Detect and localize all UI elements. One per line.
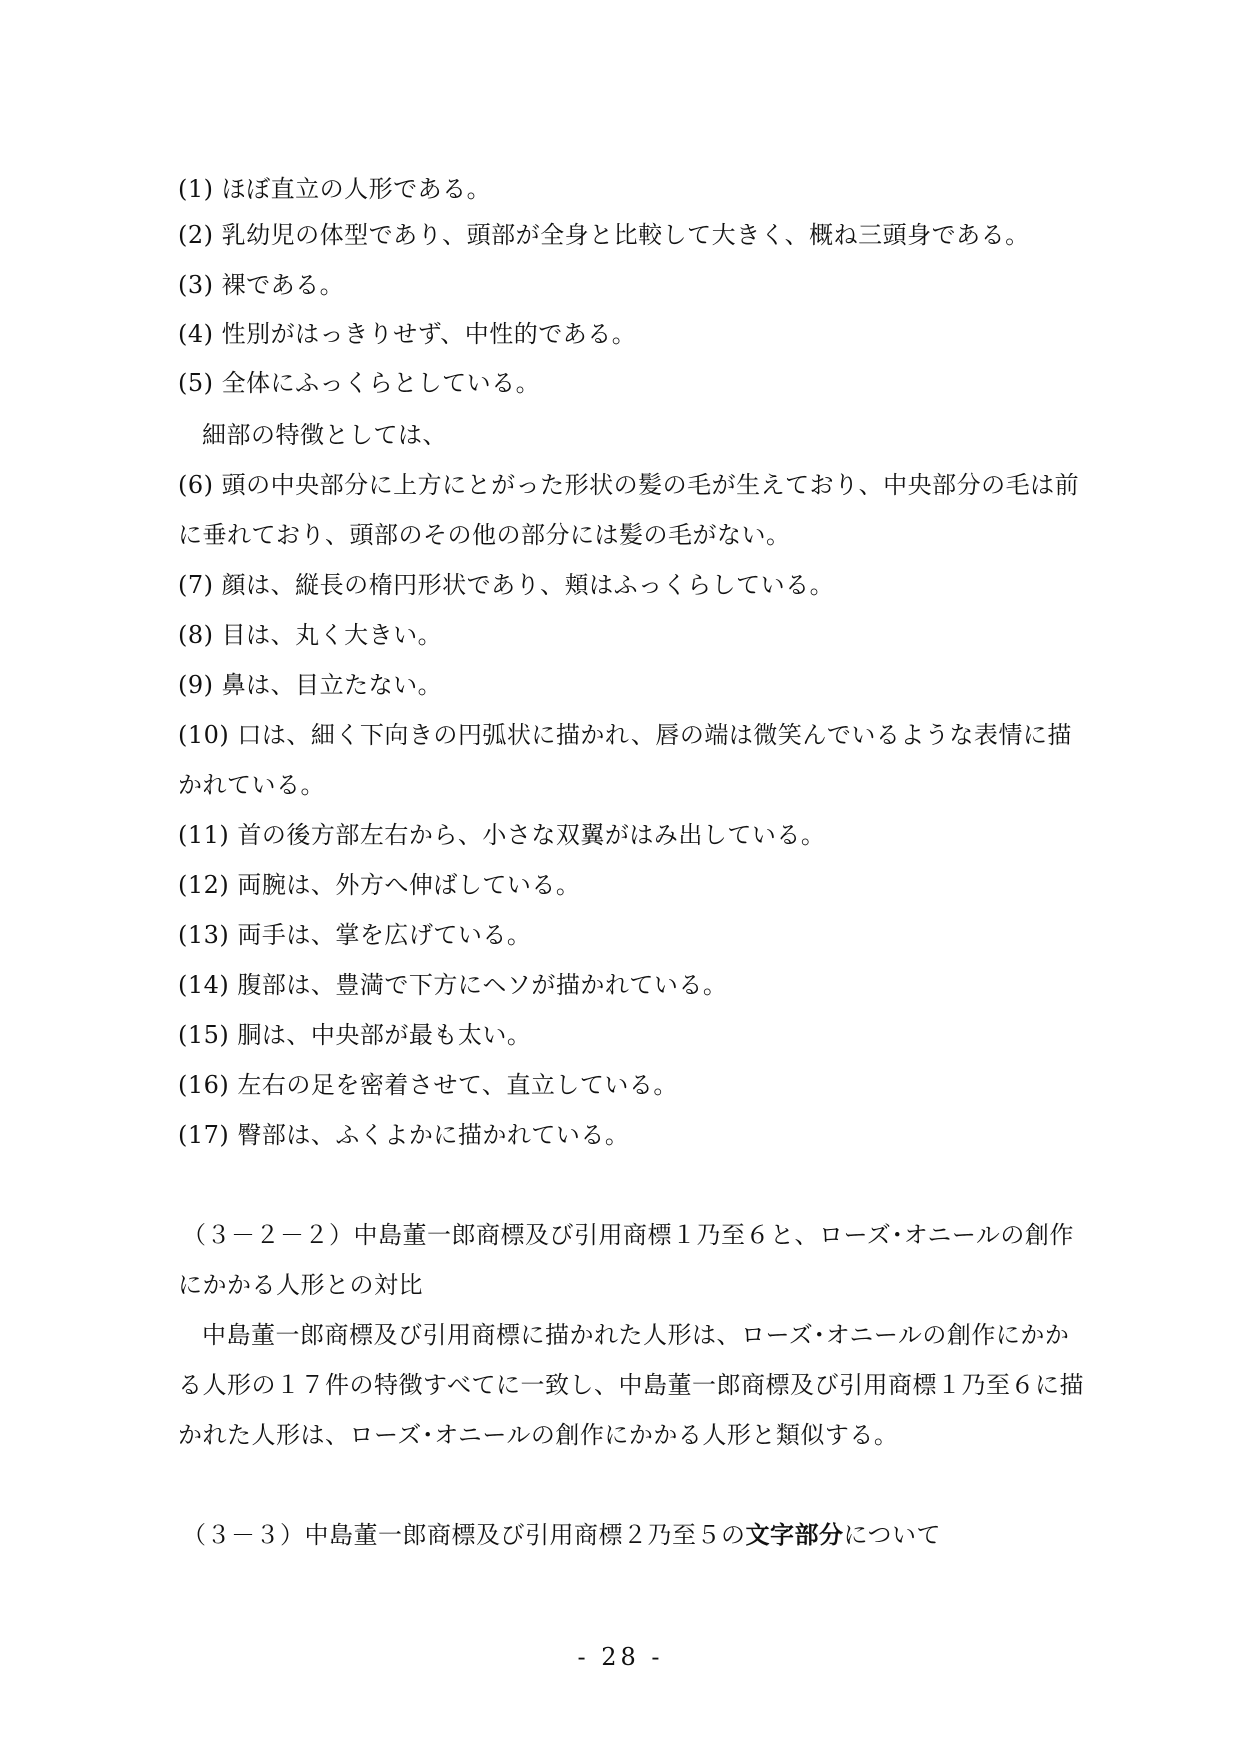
item-number: (5) (178, 369, 214, 397)
item-text: 左右の足を密着させて、直立している。 (237, 1071, 678, 1099)
page-number: - 28 - (577, 1643, 664, 1671)
item-number: (6) (178, 471, 214, 499)
item-number: (11) (178, 821, 230, 849)
list-item (178, 172, 1108, 206)
section-heading: （３－２－２）中島董一郎商標及び引用商標１乃至６と、ローズ･オニールの創作 (182, 1221, 1074, 1249)
item-text: 顔は、縦長の楕円形状であり、頬はふっくらしている。 (221, 571, 835, 599)
section-heading (182, 1518, 1112, 1552)
list-item (178, 1018, 1108, 1052)
list-item (178, 317, 1108, 351)
paragraph-line: 中島董一郎商標及び引用商標に描かれた人形は、ローズ･オニールの創作にかか (202, 1321, 1070, 1349)
detail-intro: 細部の特徴としては、 (202, 421, 447, 449)
item-text: 臀部は、ふくよかに描かれている。 (237, 1121, 630, 1149)
item-text: 口は、細く下向きの円弧状に描かれ、唇の端は微笑んでいるような表情に描 (237, 721, 1072, 749)
list-item (178, 468, 1108, 502)
item-text: 裸である。 (221, 271, 345, 299)
item-text: 胴は、中央部が最も太い。 (237, 1021, 532, 1049)
list-item (178, 1068, 1108, 1102)
item-text: 乳幼児の体型であり、頭部が全身と比較して大きく、概ね三頭身である。 (221, 221, 1030, 249)
paragraph-line: かれた人形は、ローズ･オニールの創作にかかる人形と類似する。 (178, 1421, 899, 1449)
item-number: (12) (178, 871, 230, 899)
section-heading-continuation: にかかる人形との対比 (178, 1271, 423, 1299)
item-text: 全体にふっくらとしている。 (221, 369, 541, 397)
list-item (178, 268, 1108, 302)
item-number: (1) (178, 175, 214, 203)
list-item (178, 618, 1108, 652)
item-text: 両手は、掌を広げている。 (237, 921, 532, 949)
list-item (178, 868, 1108, 902)
list-item (178, 218, 1108, 252)
list-item (178, 668, 1108, 702)
item-number: (16) (178, 1071, 230, 1099)
item-continuation: に垂れており、頭部のその他の部分には髪の毛がない。 (178, 521, 791, 549)
list-item (178, 1118, 1108, 1152)
item-text: 頭の中央部分に上方にとがった形状の髪の毛が生えており、中央部分の毛は前 (221, 471, 1080, 499)
paragraph-line: る人形の１７件の特徴すべてに一致し、中島董一郎商標及び引用商標１乃至６に描 (178, 1371, 1085, 1399)
item-text: ほぼ直立の人形である。 (221, 175, 492, 203)
item-number: (15) (178, 1021, 230, 1049)
item-text: 両腕は、外方へ伸ばしている。 (237, 871, 581, 899)
item-number: (10) (178, 721, 230, 749)
list-item (178, 818, 1108, 852)
heading-emphasis: 文字部分 (745, 1520, 844, 1549)
list-item (178, 366, 1108, 400)
item-text: 首の後方部左右から、小さな双翼がはみ出している。 (237, 821, 826, 849)
item-number: (7) (178, 571, 214, 599)
item-text: 目は、丸く大きい。 (221, 621, 443, 649)
item-number: (8) (178, 621, 214, 649)
item-number: (4) (178, 320, 214, 348)
item-number: (14) (178, 971, 230, 999)
list-item (178, 968, 1108, 1002)
item-number: (17) (178, 1121, 230, 1149)
item-text: 腹部は、豊満で下方にヘソが描かれている。 (237, 971, 728, 999)
heading-suffix: について (843, 1521, 942, 1549)
heading-prefix: （３－３）中島董一郎商標及び引用商標２乃至５の (182, 1521, 746, 1549)
list-item (178, 568, 1108, 602)
list-item (178, 718, 1108, 752)
item-text: 鼻は、目立たない。 (221, 671, 443, 699)
list-item (178, 918, 1108, 952)
item-number: (2) (178, 221, 214, 249)
item-number: (13) (178, 921, 230, 949)
item-number: (9) (178, 671, 214, 699)
item-text: 性別がはっきりせず、中性的である。 (221, 320, 637, 348)
item-number: (3) (178, 271, 214, 299)
item-continuation: かれている。 (178, 771, 325, 799)
